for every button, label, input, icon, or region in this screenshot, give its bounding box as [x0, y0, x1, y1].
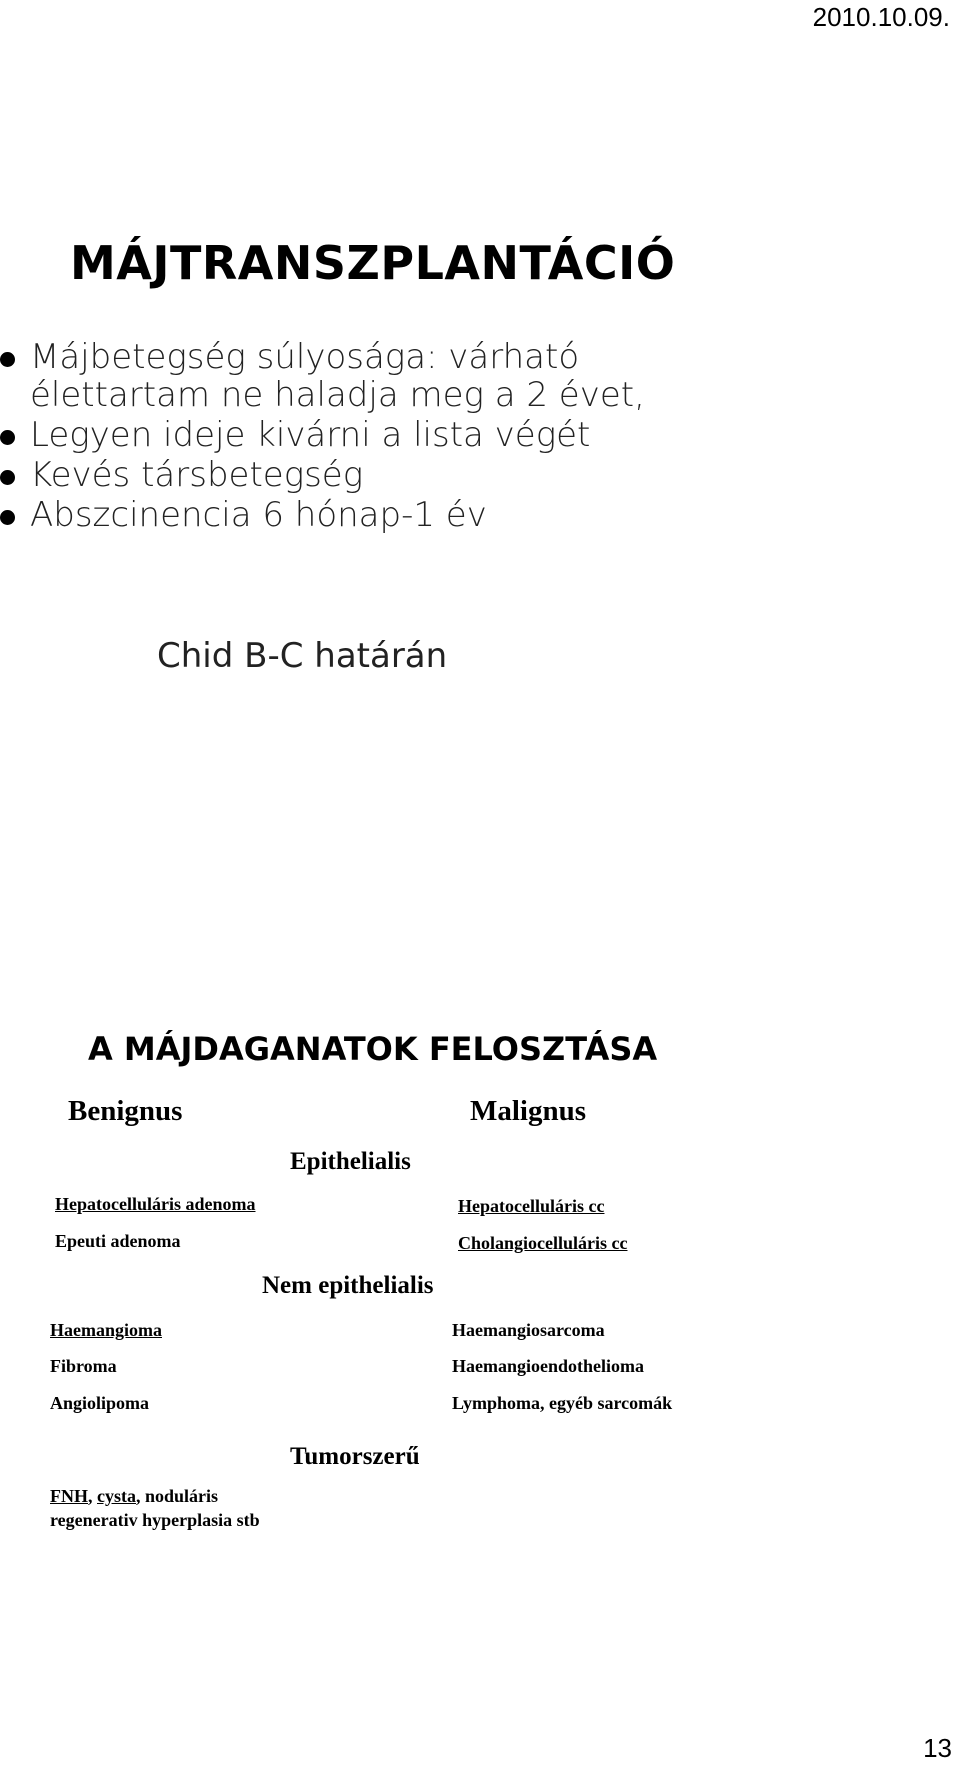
bullet-icon [0, 510, 15, 525]
malign-heading: Malignus [470, 1095, 587, 1127]
slide-title: MÁJTRANSZPLANTÁCIÓ [70, 236, 676, 290]
benign-non-epithelial-item: Haemangioma [50, 1320, 162, 1340]
child-score-note: Chid B-C határán [157, 636, 448, 676]
list-item [0, 416, 900, 454]
header-date: 2010.10.09. [812, 2, 950, 32]
bullet-icon [0, 352, 15, 367]
malign-epithelial-item: Hepatocelluláris cc [458, 1196, 605, 1216]
malign-non-epithelial-item: Haemangioendothelioma [452, 1356, 644, 1376]
malign-non-epithelial-item: Haemangiosarcoma [452, 1320, 605, 1340]
nodular-term: , noduláris [136, 1486, 219, 1506]
list-item [0, 456, 900, 494]
tumorlike-heading: Tumorszerű [290, 1443, 420, 1470]
page-number: 13 [923, 1733, 952, 1763]
fnh-term: FNH [50, 1486, 88, 1506]
non-epithelial-heading: Nem epithelialis [262, 1272, 434, 1299]
separator: , [88, 1486, 97, 1506]
bullet-icon [0, 430, 15, 445]
benign-non-epithelial-item: Angiolipoma [50, 1393, 150, 1413]
list-item-text: Legyen ideje kivárni a lista végét [30, 415, 591, 455]
classification-title: A MÁJDAGANATOK FELOSZTÁSA [88, 1030, 658, 1068]
list-item-text: Abszcinencia 6 hónap-1 év [30, 495, 487, 535]
tumorlike-item-line2: regenerativ hyperplasia stb [50, 1510, 260, 1530]
benign-epithelial-item: Hepatocelluláris adenoma [55, 1194, 256, 1214]
tumorlike-item-line1 [50, 1486, 218, 1507]
list-item [0, 496, 900, 534]
benign-heading: Benignus [68, 1095, 183, 1127]
malign-non-epithelial-item: Lymphoma, egyéb sarcomák [452, 1393, 673, 1413]
epithelial-heading: Epithelialis [290, 1148, 411, 1175]
benign-epithelial-item: Epeuti adenoma [55, 1231, 181, 1251]
list-item-text: Kevés társbetegség [30, 455, 364, 495]
criteria-list [0, 338, 900, 536]
benign-non-epithelial-item: Fibroma [50, 1356, 117, 1376]
malign-epithelial-item: Cholangiocelluláris cc [458, 1233, 628, 1253]
bullet-icon [0, 470, 15, 485]
list-item-text: Májbetegség súlyosága: várható élettartam ne haladja meg a 2 évet, [30, 337, 645, 415]
list-item [0, 338, 730, 414]
cysta-term: cysta [97, 1486, 136, 1506]
